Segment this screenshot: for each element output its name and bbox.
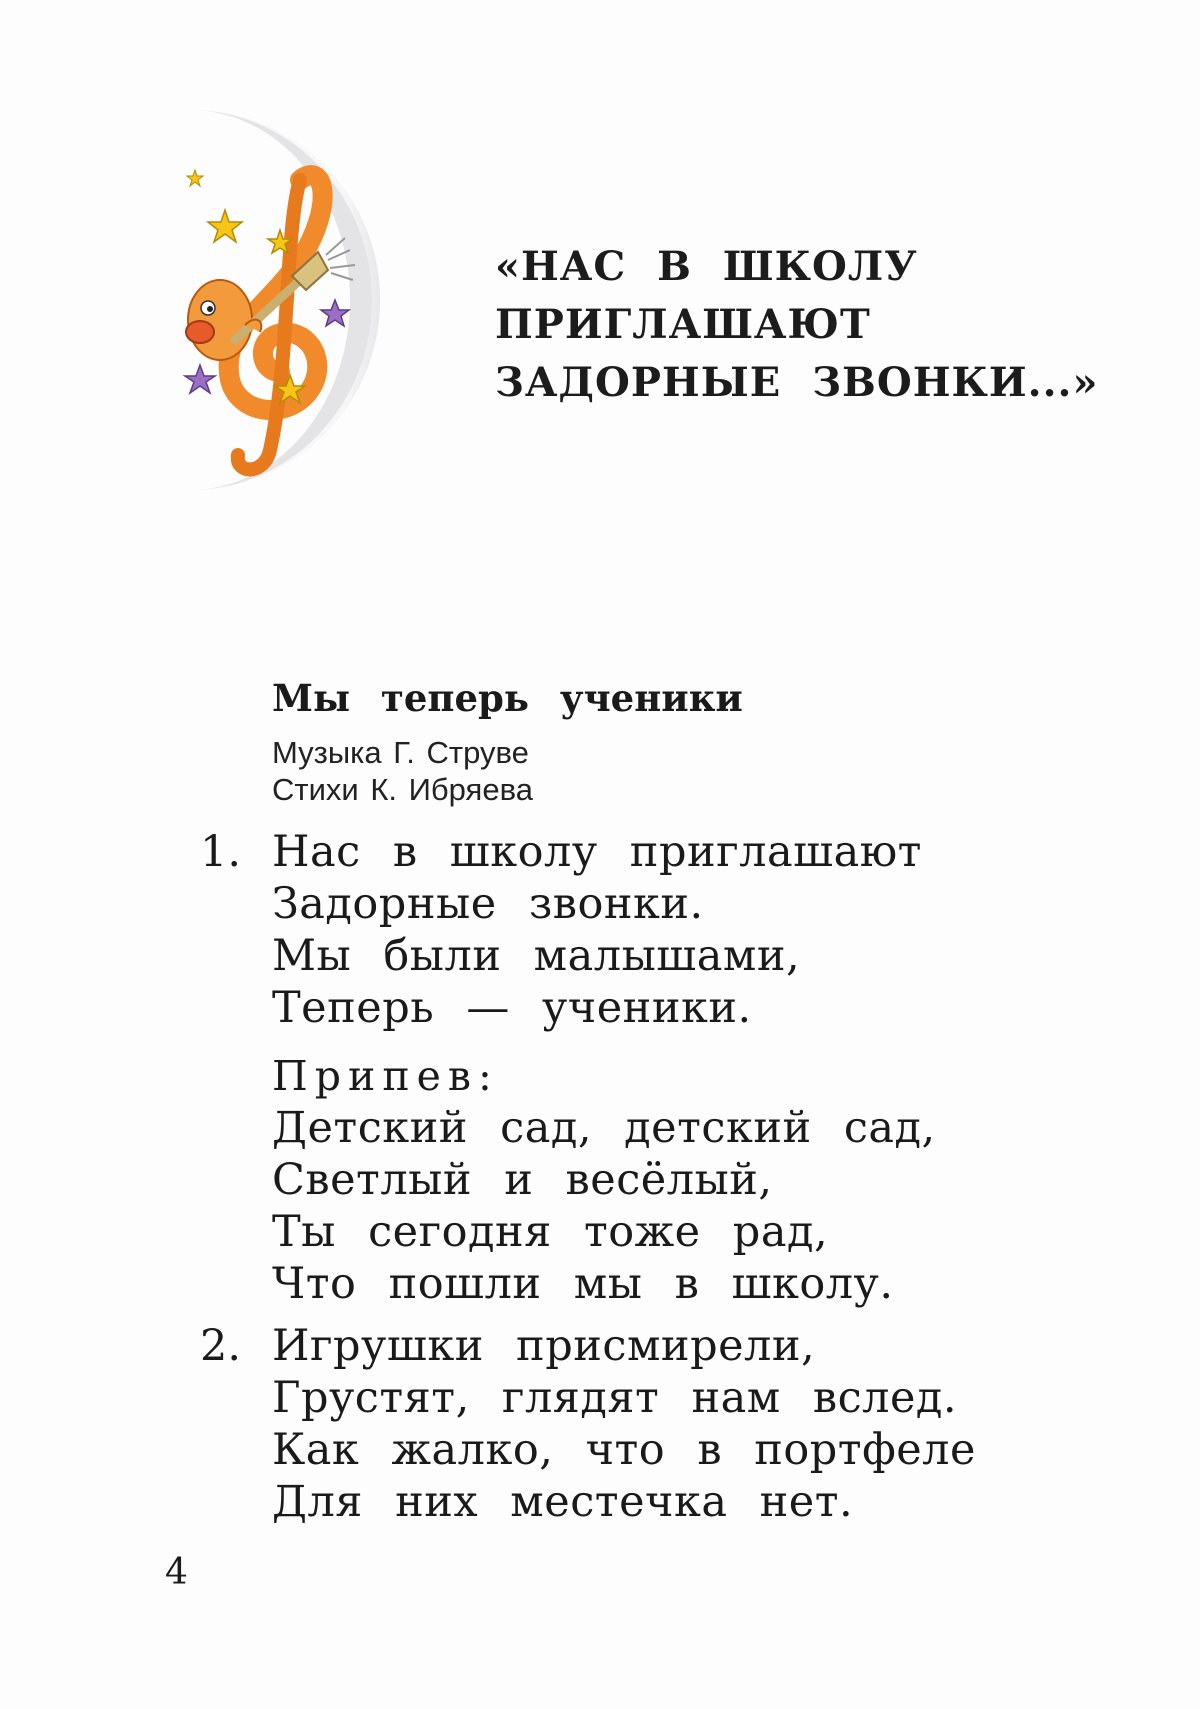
song-title: Мы теперь ученики <box>272 676 743 720</box>
verse-line: Как жалко, что в портфеле <box>272 1425 976 1475</box>
verse-number: 1. <box>200 827 242 877</box>
emblem <box>150 110 450 530</box>
section-title-line: «НАС В ШКОЛУ <box>495 243 918 290</box>
treble-clef-trumpet-icon <box>150 110 450 530</box>
verse-line: Мы были малышами, <box>272 931 801 981</box>
verse-line: Игрушки присмирели, <box>272 1321 816 1371</box>
section-title-line: ПРИГЛАШАЮТ <box>495 301 871 348</box>
section-title <box>495 238 1099 412</box>
verse-line: Теперь — ученики. <box>272 983 752 1033</box>
refrain-line: Ты сегодня тоже рад, <box>272 1207 829 1257</box>
music-credit: Музыка Г. Струве <box>272 735 529 770</box>
verse <box>200 1320 1100 1528</box>
verse-line: Грустят, глядят нам вслед. <box>272 1373 958 1423</box>
lyrics-credit: Стихи К. Ибряева <box>272 772 533 807</box>
verse-number: 2. <box>200 1321 242 1371</box>
refrain <box>272 1050 936 1310</box>
verse <box>200 826 1100 1034</box>
page-number: 4 <box>165 1552 188 1593</box>
refrain-label: Припев: <box>272 1052 499 1100</box>
verse-line: Задорные звонки. <box>272 879 704 929</box>
verse-line: Для них местечка нет. <box>272 1477 854 1527</box>
verse-line: Нас в школу приглашают <box>272 827 922 877</box>
section-title-line: ЗАДОРНЫЕ ЗВОНКИ...» <box>495 359 1099 406</box>
refrain-line: Детский сад, детский сад, <box>272 1103 936 1153</box>
refrain-line: Светлый и весёлый, <box>272 1155 773 1205</box>
refrain-line: Что пошли мы в школу. <box>272 1259 894 1309</box>
